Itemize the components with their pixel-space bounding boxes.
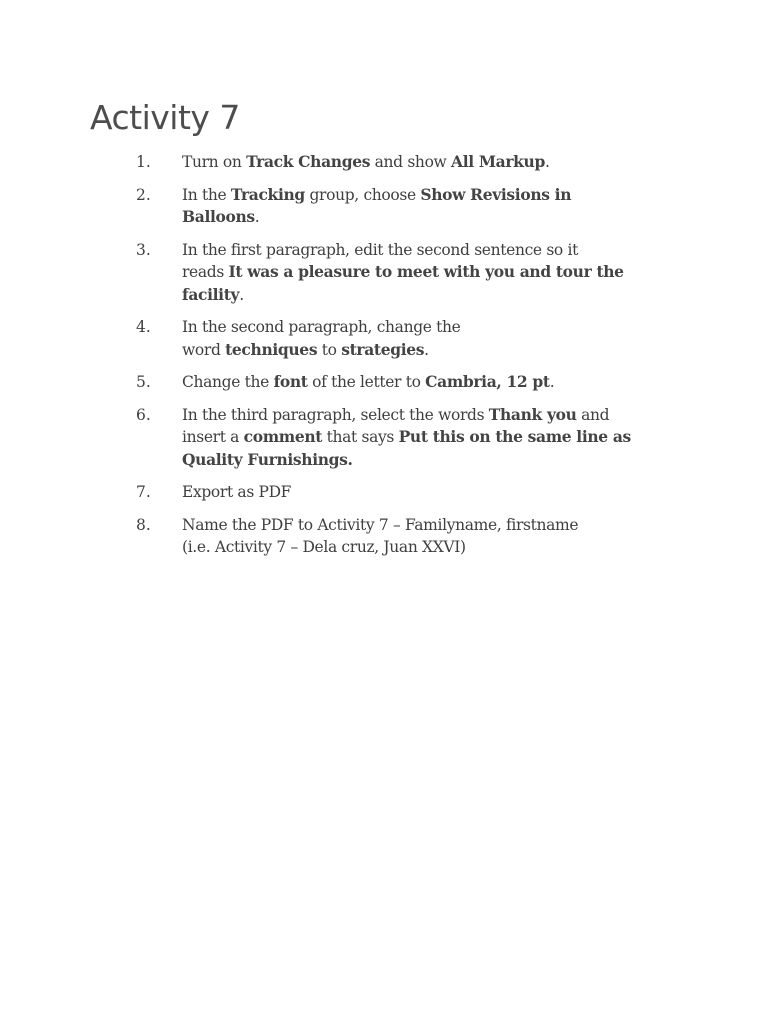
page-title: Activity 7 bbox=[90, 98, 240, 137]
step-number: 1. bbox=[136, 153, 151, 171]
step-text bbox=[182, 184, 634, 229]
step-number: 5. bbox=[136, 373, 151, 391]
step-number: 8. bbox=[136, 515, 151, 534]
plain-text: . bbox=[549, 373, 555, 391]
step-text bbox=[182, 151, 634, 174]
list-item bbox=[0, 371, 768, 394]
bold-text: Track Changes bbox=[246, 152, 371, 171]
bold-text: Thank you bbox=[488, 404, 577, 424]
step-text bbox=[182, 481, 634, 504]
bold-text: It was a pleasure to meet with you and tour the bbox=[228, 262, 624, 281]
bold-text: Show Revisions in bbox=[420, 184, 572, 204]
plain-text: (i.e. Activity 7 – Dela cruz, Juan XXVI) bbox=[182, 538, 466, 556]
plain-text: In the bbox=[182, 185, 231, 204]
bold-text: Put this on the same line as bbox=[398, 427, 631, 446]
plain-text: Turn on bbox=[182, 153, 247, 171]
list-item bbox=[0, 404, 768, 472]
plain-text: group, choose bbox=[304, 185, 421, 204]
plain-text: Export as PDF bbox=[182, 483, 292, 501]
list-item bbox=[0, 239, 768, 307]
plain-text: . bbox=[544, 153, 550, 171]
bold-text: font bbox=[273, 372, 308, 391]
list-item bbox=[0, 514, 768, 559]
list-item bbox=[0, 316, 768, 361]
plain-text: and show bbox=[370, 153, 452, 171]
plain-text: In the first paragraph, edit the second sentence so it bbox=[182, 240, 578, 259]
plain-text: of the letter to bbox=[307, 373, 426, 391]
list-item bbox=[0, 481, 768, 504]
plain-text: word bbox=[182, 340, 226, 359]
plain-text: reads bbox=[182, 263, 229, 281]
bold-text: Balloons bbox=[182, 207, 255, 226]
step-text bbox=[182, 404, 634, 472]
plain-text: that says bbox=[322, 428, 399, 446]
plain-text: . bbox=[239, 285, 244, 304]
step-number: 7. bbox=[136, 483, 151, 501]
bold-text: All Markup bbox=[451, 152, 545, 171]
bold-text: strategies bbox=[341, 339, 425, 359]
step-number: 2. bbox=[136, 185, 151, 204]
plain-text: . bbox=[254, 208, 260, 226]
step-number: 3. bbox=[136, 240, 151, 259]
bold-text: comment bbox=[243, 427, 323, 446]
list-item bbox=[0, 151, 768, 174]
bold-text: Tracking bbox=[230, 184, 305, 204]
list-item bbox=[0, 184, 768, 229]
instruction-list bbox=[0, 151, 768, 569]
plain-text: to bbox=[317, 340, 342, 359]
bold-text: facility bbox=[182, 284, 240, 304]
step-text bbox=[182, 514, 634, 559]
plain-text: Name the PDF to Activity 7 – Familyname, firstname bbox=[182, 515, 579, 534]
step-text bbox=[182, 316, 634, 361]
plain-text: Change the bbox=[182, 373, 274, 391]
step-text bbox=[182, 239, 634, 307]
plain-text: In the third paragraph, select the words bbox=[182, 405, 489, 424]
plain-text: . bbox=[424, 340, 429, 359]
bold-text: Cambria, 12 pt bbox=[425, 372, 550, 391]
plain-text: and bbox=[576, 405, 610, 424]
plain-text: In the second paragraph, change the bbox=[182, 318, 461, 336]
step-text bbox=[182, 371, 634, 394]
step-number: 6. bbox=[136, 405, 151, 424]
bold-text: Quality Furnishings. bbox=[182, 449, 353, 469]
step-number: 4. bbox=[136, 318, 151, 336]
plain-text: insert a bbox=[182, 428, 244, 446]
bold-text: techniques bbox=[225, 339, 318, 359]
